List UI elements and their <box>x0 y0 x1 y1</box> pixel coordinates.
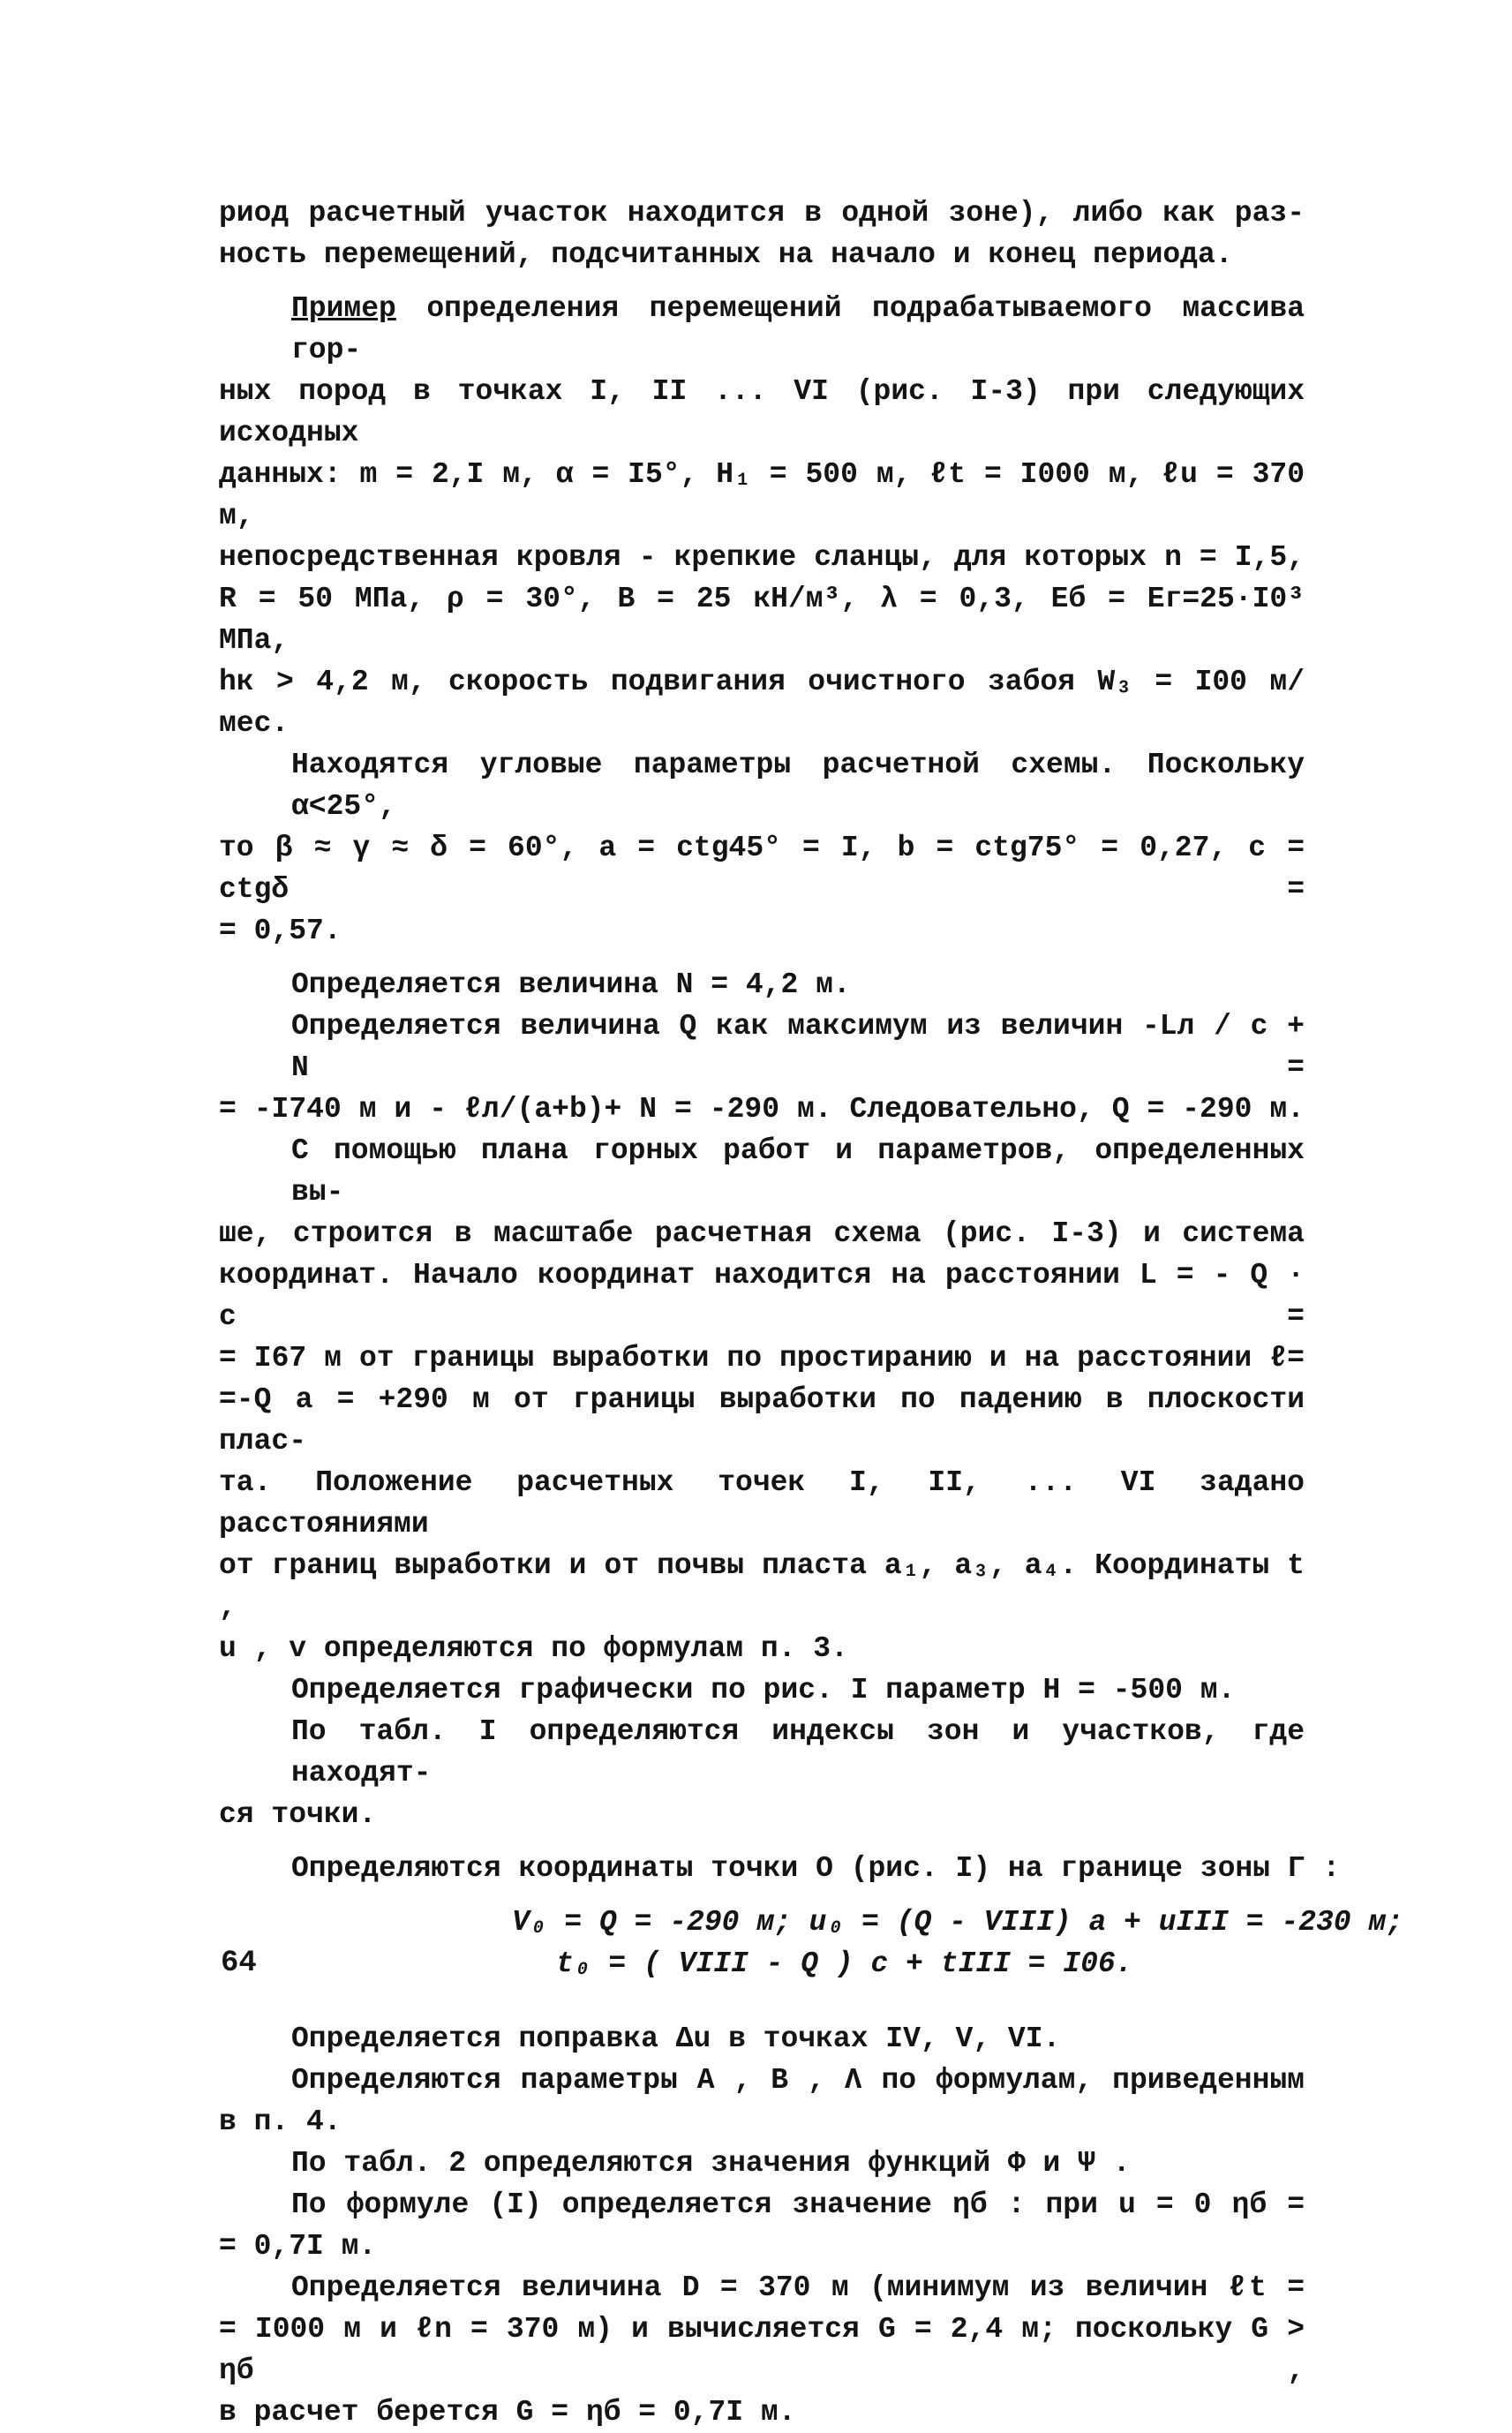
text-line: данных: m = 2,I м, α = I5°, H₁ = 500 м, ℓt = I000 м, ℓu = 370 м, <box>219 458 1305 532</box>
text-line-example <box>219 288 1305 371</box>
text-line: Определяется величина D = 370 м (минимум из величин ℓt = <box>291 2271 1305 2304</box>
text-line: hк > 4,2 м, скорость подвигания очистного забоя W₃ = I00 м/мес. <box>219 666 1305 740</box>
formula-line: t₀ = ( VIII - Q ) c + tIII = I06. <box>556 1947 1133 1980</box>
text-line: По табл. 2 определяются значения функций Φ и Ψ . <box>291 2147 1131 2180</box>
text-line: = 0,7I м. <box>219 2230 377 2263</box>
text-line: u , v определяются по формулам п. 3. <box>219 1632 848 1665</box>
page-number: 64 <box>221 1947 257 1980</box>
text-line: риод расчетный участок находится в одной зоне), либо как раз- <box>219 197 1305 230</box>
text-line: то β ≈ γ ≈ δ = 60°, a = ctg45° = I, b = ctg75° = 0,27, c = ctgδ = <box>219 832 1305 906</box>
text-line: = -I740 м и - ℓл/(a+b)+ N = -290 м. Следовательно, Q = -290 м. <box>219 1093 1305 1126</box>
text-line: ся точки. <box>219 1798 377 1831</box>
text-line: Находятся угловые параметры расчетной схемы. Поскольку α<25°, <box>291 749 1305 823</box>
text-line: Определяется поправка Δu в точках IV, V, VI. <box>291 2022 1061 2055</box>
text-line: По формуле (I) определяется значение ηб : при u = 0 ηб = <box>291 2188 1305 2221</box>
text-line: Определяется величина N = 4,2 м. <box>291 968 851 1001</box>
text-line: =-Q a = +290 м от границы выработки по падению в плоскости плас- <box>219 1383 1305 1458</box>
example-label: Пример <box>291 292 396 325</box>
text-line: непосредственная кровля - крепкие сланцы, для которых n = I,5, <box>219 541 1305 574</box>
text-line: та. Положение расчетных точек I, II, ... VI задано расстояниями <box>219 1466 1305 1540</box>
text-line: С помощью плана горных работ и параметров, определенных вы- <box>291 1134 1305 1209</box>
text-line: Определяется величина Q как максимум из величин -Lл / c + N = <box>291 1010 1305 1084</box>
text-line: в расчет берется G = ηб = 0,7I м. <box>219 2396 796 2429</box>
text-line: ность перемещений, подсчитанных на начало и конец периода. <box>219 238 1233 271</box>
text-line: от границ выработки и от почвы пласта a₁, a₃, a₄. Координаты t , <box>219 1549 1305 1623</box>
text-line: R = 50 МПа, ρ = 30°, B = 25 кН/м³, λ = 0,3, Eб = Eг=25·I0³ МПа, <box>219 583 1305 657</box>
text-line: По табл. I определяются индексы зон и участков, где находят- <box>291 1715 1305 1789</box>
text-line: определения перемещений подрабатываемого массива гор- <box>291 292 1305 366</box>
formula-line: V₀ = Q = -290 м; u₀ = (Q - VIII) a + uIII = -230 м; <box>512 1906 1403 1939</box>
text-line: = I67 м от границы выработки по простиранию и на расстоянии ℓ= <box>219 1342 1305 1375</box>
text-line: ше, строится в масштабе расчетная схема (рис. I-3) и система <box>219 1217 1305 1250</box>
text-line: в п. 4. <box>219 2105 342 2138</box>
text-line: = 0,57. <box>219 915 342 947</box>
text-line: Определяются координаты точки O (рис. I) на границе зоны Г : <box>291 1852 1341 1885</box>
text-line: = I000 м и ℓn = 370 м) и вычисляется G = 2,4 м; поскольку G > ηб , <box>219 2313 1305 2387</box>
document-body <box>219 192 1403 2433</box>
text-line: Определяются параметры A , B , Λ по формулам, приведенным <box>291 2064 1305 2097</box>
text-line: Определяется графически по рис. I параметр H = -500 м. <box>291 1674 1236 1706</box>
text-line: ных пород в точках I, II ... VI (рис. I-3) при следующих исходных <box>219 375 1305 449</box>
text-line: координат. Начало координат находится на расстоянии L = - Q · c = <box>219 1259 1305 1333</box>
